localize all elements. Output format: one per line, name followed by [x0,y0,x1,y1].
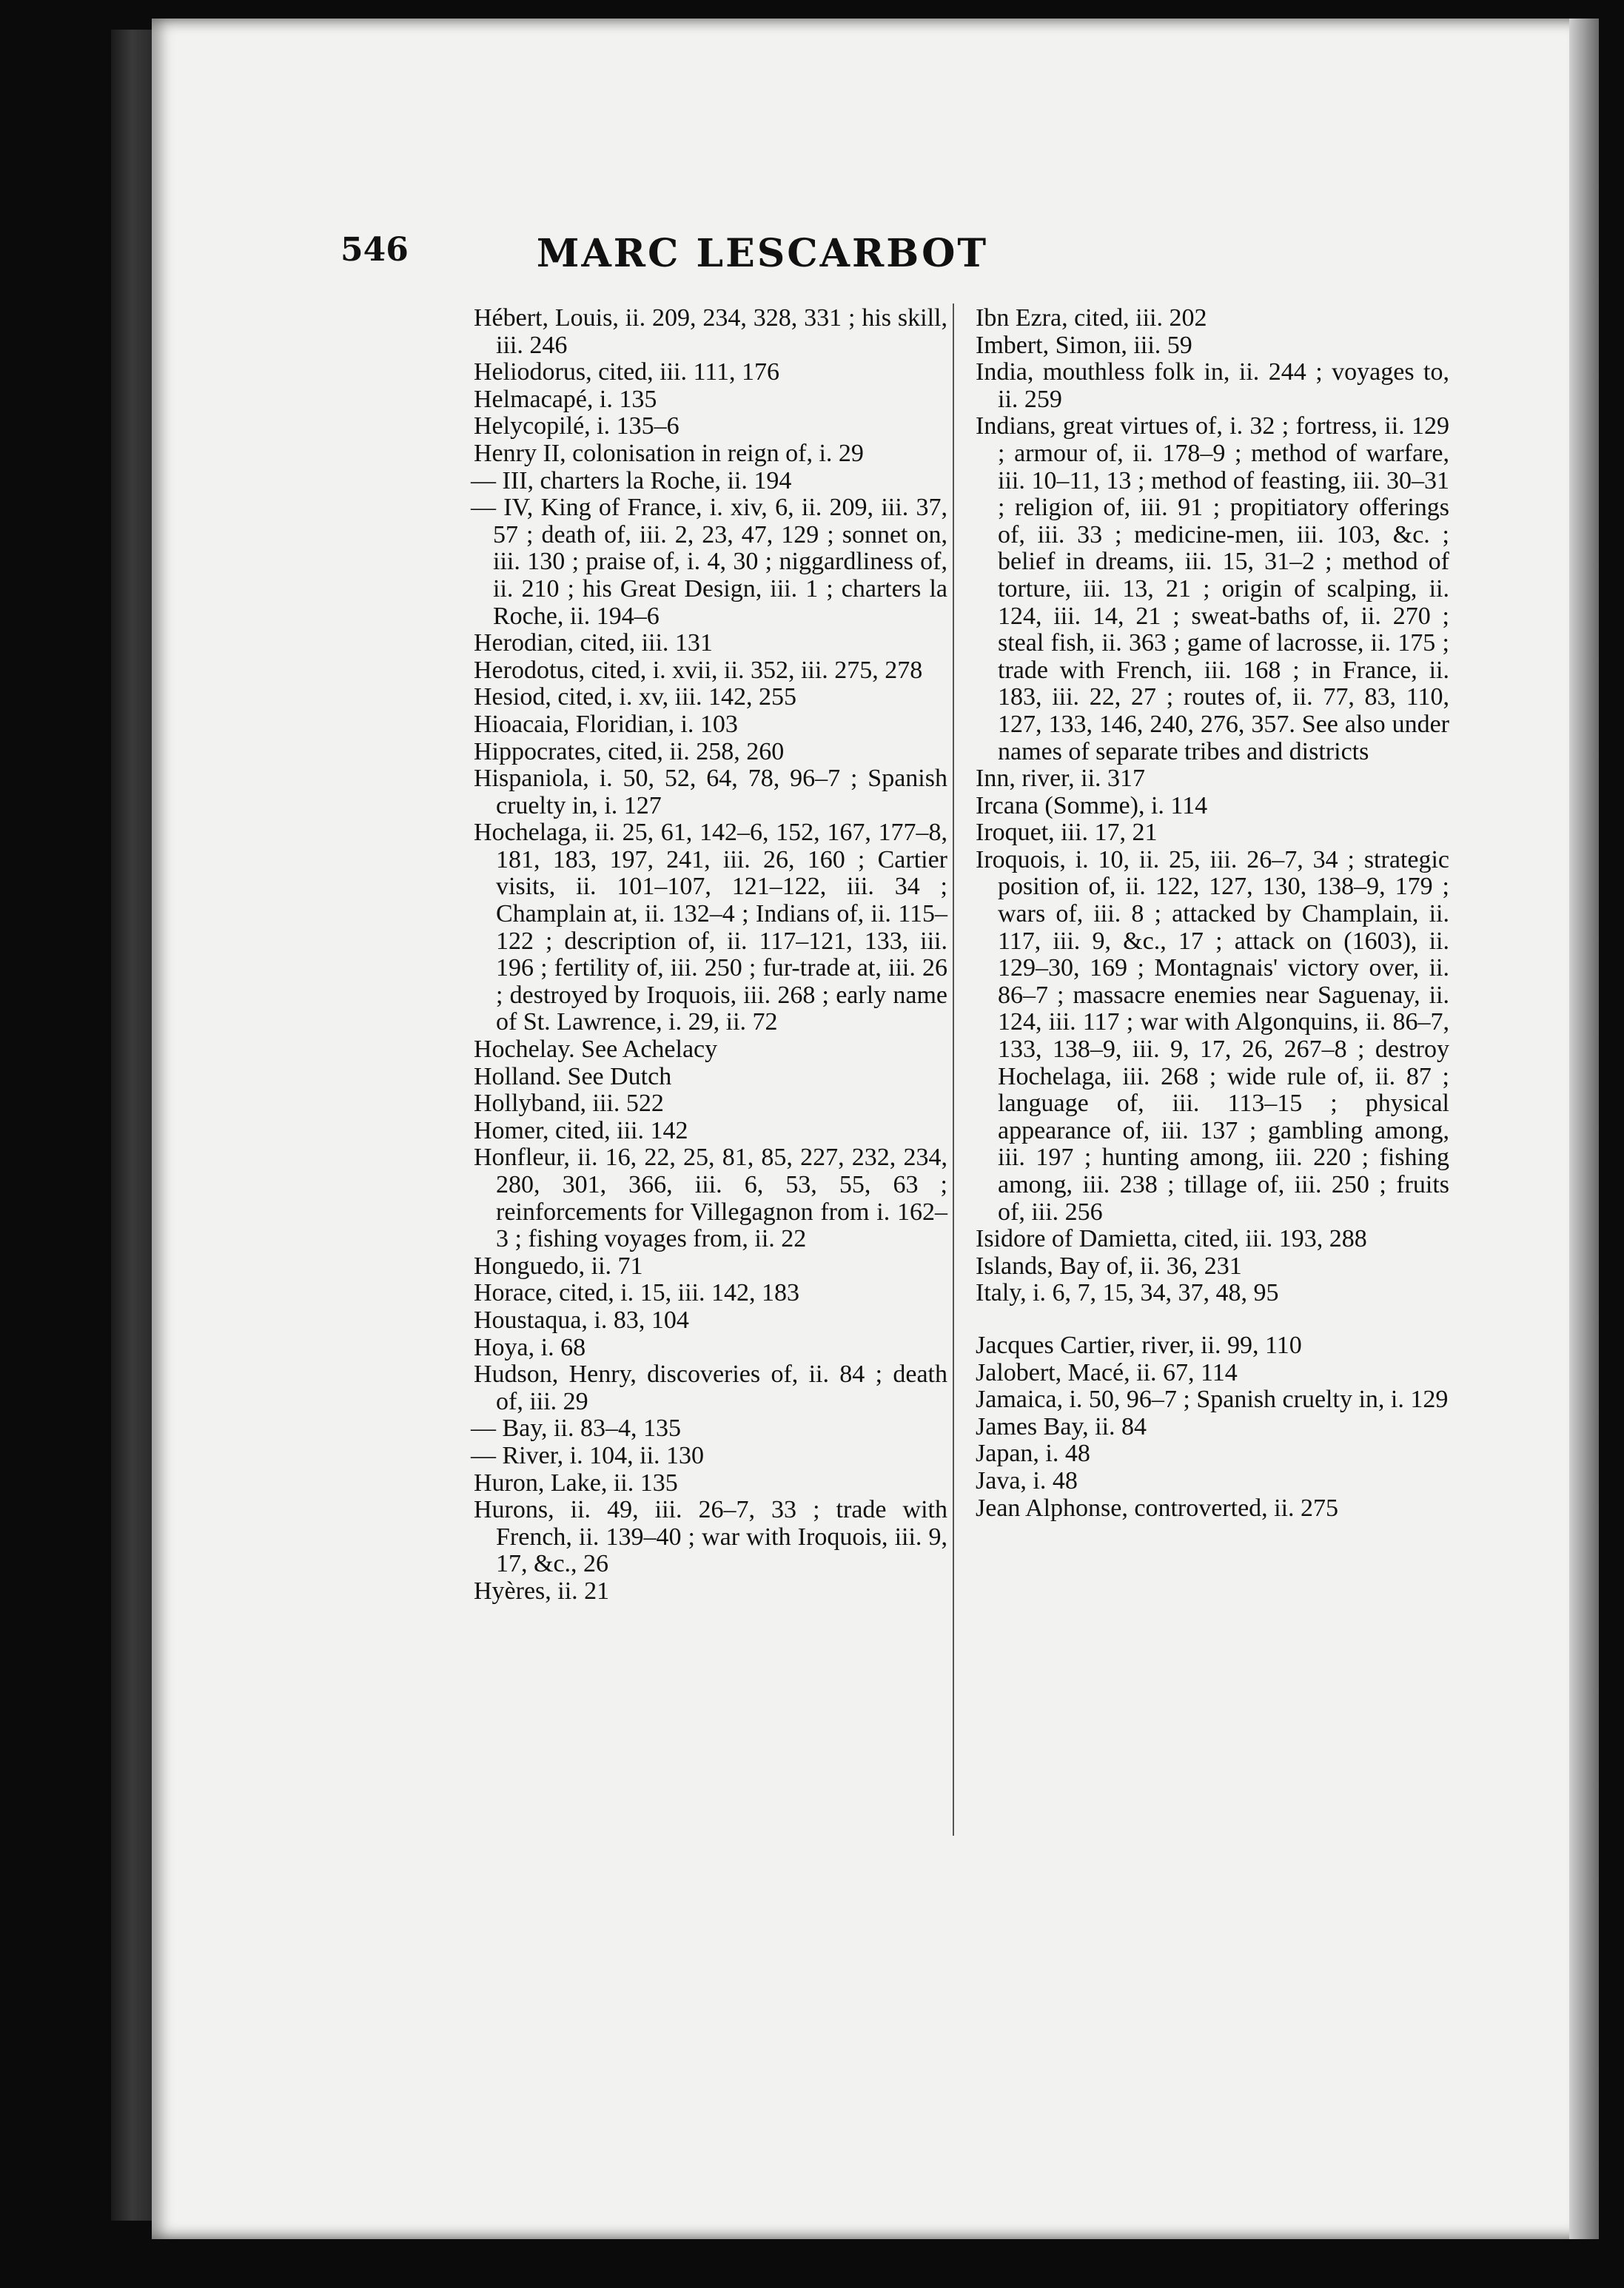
index-column-left [471,304,947,1606]
index-entry: Homer, cited, iii. 142 [474,1116,688,1144]
index-entry: — Bay, ii. 83–4, 135 [471,1415,681,1443]
index-entry: Jalobert, Macé, ii. 67, 114 [976,1358,1238,1386]
index-entry: Hesiod, cited, i. xv, iii. 142, 255 [474,683,796,711]
index-entry: Islands, Bay of, ii. 36, 231 [976,1252,1242,1280]
index-entry: Hoya, i. 68 [474,1333,586,1361]
index-entry: Jean Alphonse, controverted, ii. 275 [976,1494,1339,1522]
index-entry: Ibn Ezra, cited, iii. 202 [976,304,1207,332]
index-entry: Hochelaga, ii. 25, 61, 142–6, 152, 167, 177–8, 181, 183, 197, 241, iii. 26, 160 ; Cartier visits, ii. 101–107, 121–122, iii. 34 ; Champlain at, ii. 132–4 ; Indians of, ii. 115–122 ; description of, ii. 117–121, 133, iii. 196 ; fertility of, iii. 250 ; fur-trade at, iii. 26 ; destroyed by Iroquois, iii. 268 ; early name of St. Lawrence, i. 29, ii. 72 [474,819,947,1036]
index-entry: Italy, i. 6, 7, 15, 34, 37, 48, 95 [976,1279,1279,1307]
index-entry: Helmacapé, i. 135 [474,385,657,413]
index-column-right [976,305,1449,1522]
page-edge-shadow [1569,19,1599,2239]
index-entry: Ircana (Somme), i. 114 [976,791,1208,819]
index-entry: India, mouthless folk in, ii. 244 ; voyages to, ii. 259 [976,358,1449,413]
index-entry: Heliodorus, cited, iii. 111, 176 [474,358,779,386]
index-entry: Japan, i. 48 [976,1440,1090,1468]
index-entry: Isidore of Damietta, cited, iii. 193, 288 [976,1225,1367,1253]
index-entry: Hippocrates, cited, ii. 258, 260 [474,737,785,765]
index-entry: Hispaniola, i. 50, 52, 64, 78, 96–7 ; Spanish cruelty in, i. 127 [474,765,947,819]
index-entry: Jacques Cartier, river, ii. 99, 110 [976,1331,1302,1359]
index-entry: Herodotus, cited, i. xvii, ii. 352, iii. 275, 278 [474,656,923,684]
index-entry: Henry II, colonisation in reign of, i. 29 [474,439,864,467]
index-entry: — River, i. 104, ii. 130 [471,1441,705,1469]
index-entry: Hochelay. See Achelacy [474,1036,718,1064]
index-entry: Hioacaia, Floridian, i. 103 [474,710,738,738]
entry-gap [976,1307,1449,1332]
running-head: MARC LESCARBOT [536,231,989,276]
index-entry: Indians, great virtues of, i. 32 ; fortress, ii. 129 ; armour of, ii. 178–9 ; method of warfare, iii. 10–11, 13 ; method of feasting, iii. 30–31 ; religion of, iii. 91 ; propitiatory offerings of, iii. 33 ; medicine-men, iii. 103, &c. ; belief in dreams, iii. 15, 31–2 ; method of torture, iii. 13, 21 ; origin of scalping, ii. 124, iii. 14, 21 ; sweat-baths of, ii. 270 ; steal fish, ii. 363 ; game of lacrosse, ii. 175 ; trade with French, iii. 168 ; in France, ii. 183, iii. 22, 27 ; routes of, ii. 77, 83, 110, 127, 133, 146, 240, 276, 357. See also under names of separate tribes and districts [976,412,1449,765]
index-entry: Houstaqua, i. 83, 104 [474,1306,689,1334]
index-entry: Hyères, ii. 21 [474,1577,610,1605]
index-entry: Hébert, Louis, ii. 209, 234, 328, 331 ; his skill, iii. 246 [474,304,947,359]
index-entry: Iroquet, iii. 17, 21 [976,819,1158,847]
index-entry: James Bay, ii. 84 [976,1412,1147,1440]
column-rule [953,303,954,1836]
index-entry: Honfleur, ii. 16, 22, 25, 81, 85, 227, 232, 234, 280, 301, 366, iii. 6, 53, 55, 63 ; reinforcements for Villegagnon from i. 162–3 ; fishing voyages from, ii. 22 [474,1144,947,1253]
page-header [340,231,1184,290]
index-entry: Huron, Lake, ii. 135 [474,1469,678,1497]
index-entry: Honguedo, ii. 71 [474,1252,643,1280]
index-entry: Hurons, ii. 49, iii. 26–7, 33 ; trade with French, ii. 139–40 ; war with Iroquois, iii. 9, 17, &c., 26 [474,1496,947,1578]
index-entry: — III, charters la Roche, ii. 194 [471,466,792,494]
index-entry: Hudson, Henry, discoveries of, ii. 84 ; death of, iii. 29 [474,1361,947,1415]
index-entry: Imbert, Simon, iii. 59 [976,331,1192,359]
index-entry: Herodian, cited, iii. 131 [474,629,713,657]
index-entry: Helycopilé, i. 135–6 [474,412,680,440]
index-entry: — IV, King of France, i. xiv, 6, ii. 209, iii. 37, 57 ; death of, iii. 2, 23, 47, 129 ; sonnet on, iii. 130 ; praise of, i. 4, 30 ; niggardliness of, ii. 210 ; his Great Design, iii. 1 ; charters la Roche, ii. 194–6 [471,494,947,630]
index-entry: Horace, cited, i. 15, iii. 142, 183 [474,1279,800,1307]
index-entry: Jamaica, i. 50, 96–7 ; Spanish cruelty in, i. 129 [976,1386,1449,1414]
index-entry: Hollyband, iii. 522 [474,1090,664,1118]
index-entry: Java, i. 48 [976,1466,1078,1494]
index-entry: Inn, river, ii. 317 [976,765,1146,793]
index-entry: Holland. See Dutch [474,1062,672,1090]
index-entry: Iroquois, i. 10, ii. 25, iii. 26–7, 34 ; strategic position of, ii. 122, 127, 130, 138–9, 179 ; wars of, iii. 8 ; attacked by Champlain, ii. 117, iii. 9, &c., 17 ; attack on (1603), ii. 129–30, 169 ; Montagnais' victory over, ii. 86–7 ; massacre enemies near Saguenay, ii. 124, iii. 117 ; war with Algonquins, ii. 86–7, 133, 138–9, iii. 9, 17, 26, 267–8 ; destroy Hochelaga, iii. 268 ; wide rule of, ii. 87 ; language of, iii. 113–15 ; physical appearance of, iii. 137 ; gambling among, iii. 197 ; hunting among, iii. 220 ; fishing among, iii. 238 ; tillage of, iii. 250 ; fruits of, iii. 256 [976,845,1449,1226]
page-number: 546 [340,231,409,269]
